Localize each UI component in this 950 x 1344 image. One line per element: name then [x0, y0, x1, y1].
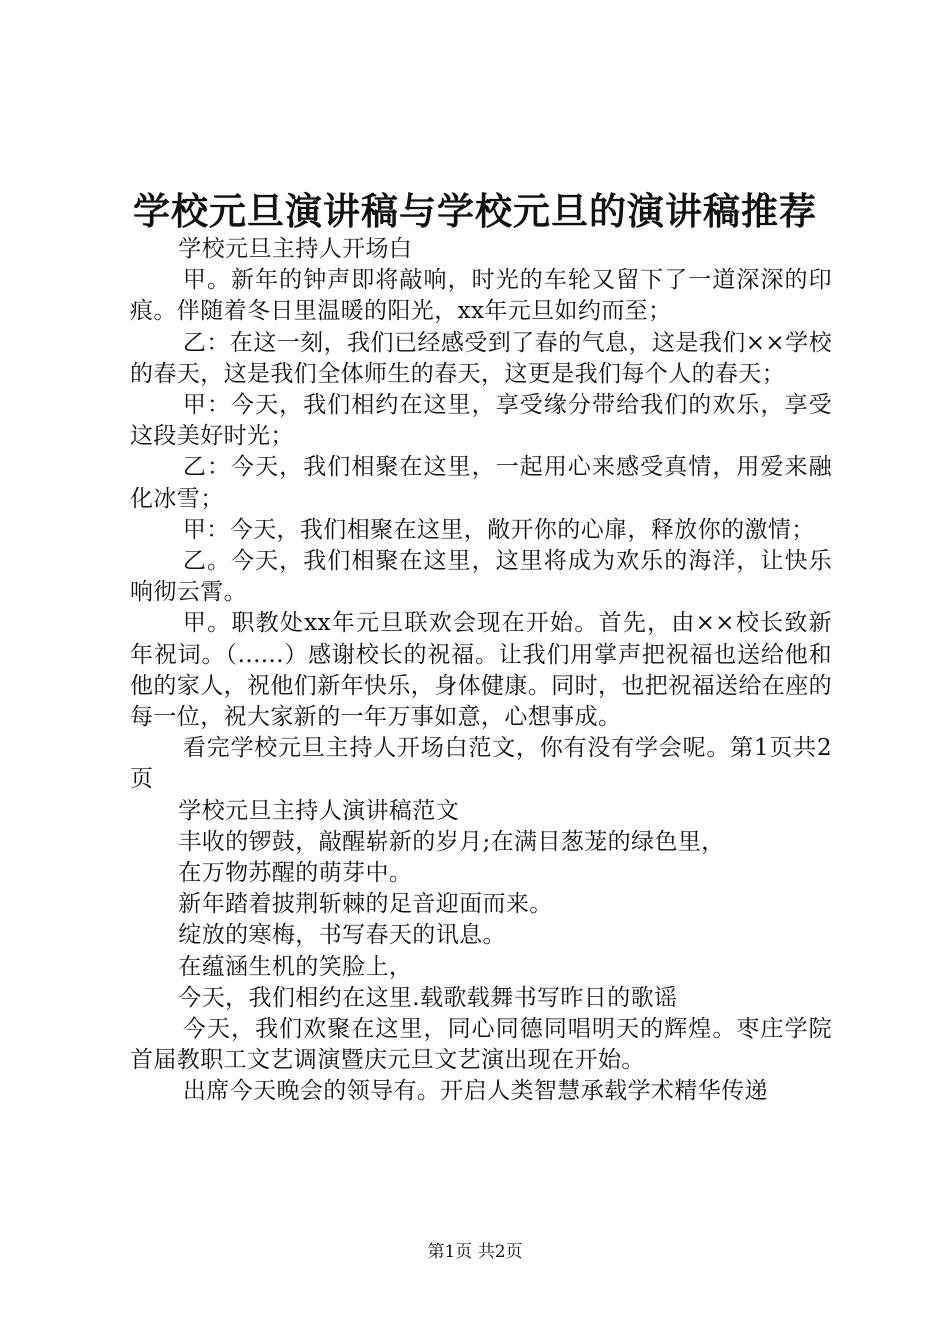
- document-title: 学校元旦演讲稿与学校元旦的演讲稿推荐: [133, 189, 817, 233]
- paragraph: 学校元旦主持人演讲稿范文: [178, 797, 460, 824]
- paragraph: 在蕴涵生机的笑脸上，: [178, 953, 413, 980]
- paragraph: 乙。今天，我们相聚在这里，这里将成为欢乐的海洋，让快乐响彻云霄。: [130, 548, 832, 606]
- paragraph: 在万物苏醒的萌芽中。: [178, 860, 413, 887]
- paragraph: 新年踏着披荆斩棘的足音迎面而来。: [178, 891, 553, 918]
- paragraph: 今天，我们相约在这里.载歌载舞书写昨日的歌谣: [178, 984, 678, 1011]
- paragraph: 学校元旦主持人开场白: [178, 236, 413, 262]
- paragraph: 乙：在这一刻，我们已经感受到了春的气息，这是我们××学校的春天，这是我们全体师生的春天，这更是我们每个人的春天；: [130, 329, 832, 387]
- paragraph: 丰收的锣鼓，敲醒崭新的岁月;在满目葱茏的绿色里，: [178, 828, 725, 855]
- paragraph: 甲。职教处xx年元旦联欢会现在开始。首先，由××校长致新年祝词。（......）感谢校长的祝福。让我们用掌声把祝福也送给他和他的家人，祝他们新年快乐，身体健康。同时，也把祝福送给在座的每一位，祝大家新的一年万事如意，心想事成。: [130, 610, 832, 731]
- paragraph: 看完学校元旦主持人开场白范文，你有没有学会呢。第1页共2页: [130, 735, 832, 793]
- paragraph: 绽放的寒梅，书写春天的讯息。: [178, 922, 506, 949]
- paragraph: 甲：今天，我们相约在这里，享受缘分带给我们的欢乐，享受这段美好时光；: [130, 392, 832, 450]
- paragraph: 今天，我们欢聚在这里，同心同德同唱明天的辉煌。枣庄学院首届教职工文艺调演暨庆元旦文艺演出现在开始。: [130, 1016, 832, 1074]
- paragraph: 甲：今天，我们相聚在这里，敞开你的心扉，释放你的激情；: [182, 516, 815, 543]
- paragraph: 出席今天晚会的领导有。开启人类智慧承载学术精华传递: [182, 1078, 768, 1105]
- page-footer: 第1页 共2页: [427, 1242, 523, 1262]
- document-body: [130, 234, 832, 1108]
- paragraph: 乙：今天，我们相聚在这里，一起用心来感受真情，用爱来融化冰雪；: [130, 454, 832, 512]
- paragraph: 甲。新年的钟声即将敲响，时光的车轮又留下了一道深深的印痕。伴随着冬日里温暖的阳光，xx年元旦如约而至；: [130, 267, 832, 325]
